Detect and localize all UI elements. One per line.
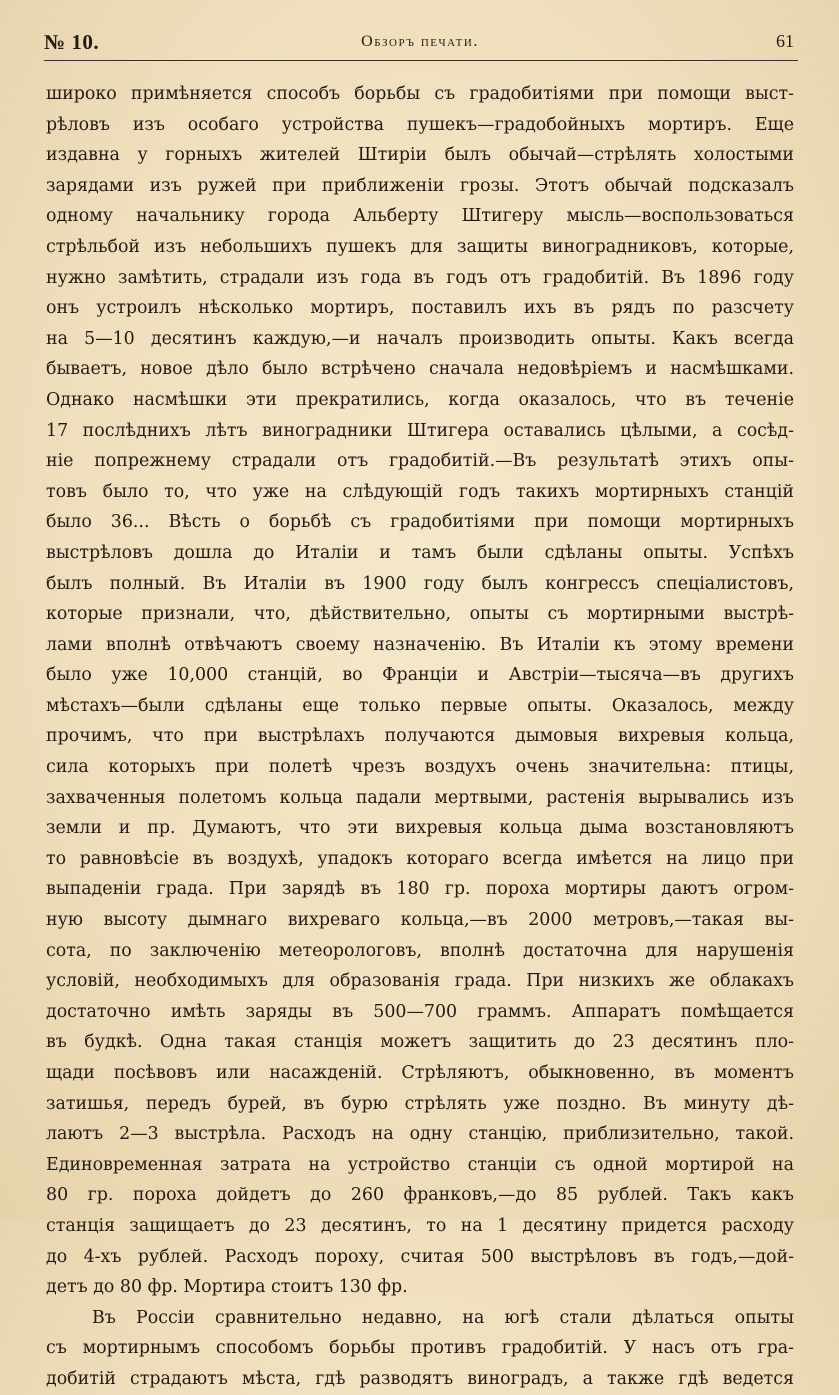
text-line: на 5—10 десятинъ каждую,—и началъ производить опыты. Какъ всегда bbox=[46, 328, 794, 349]
text-line: Единовременная затрата на устройство станціи съ одной мортирой на bbox=[46, 1154, 794, 1175]
page-header bbox=[44, 30, 796, 56]
text-line: въ будкѣ. Одна такая станція можетъ защитить до 23 десятинъ пло- bbox=[46, 1032, 794, 1053]
text-line: было 36... Вѣсть о борьбѣ съ градобитіями при помощи мортирныхъ bbox=[46, 512, 794, 533]
text-line: ніе попрежнему страдали отъ градобитій.—Въ результатѣ этихъ опы- bbox=[46, 451, 794, 472]
text-line: сота, по заключенію метеорологовъ, вполнѣ достаточна для нарушенія bbox=[46, 940, 794, 961]
text-line: щади посѣвовъ или насажденій. Стрѣляютъ, обыкновенно, въ моментъ bbox=[46, 1063, 794, 1083]
text-line: выпаденіи града. При зарядѣ въ 180 гр. пороха мортиры даютъ огром- bbox=[46, 879, 794, 900]
text-line: ную высоту дымнаго вихреваго кольца,—въ 2000 метровъ,—такая вы- bbox=[46, 910, 794, 931]
text-line: стрѣльбой изъ небольшихъ пушекъ для защиты виноградниковъ, которые, bbox=[46, 236, 794, 257]
text-line: лаютъ 2—3 выстрѣла. Расходъ на одну станцію, приблизительно, такой. bbox=[46, 1124, 794, 1145]
text-line: было уже 10,000 станцій, во Франціи и Австріи—тысяча—въ другихъ bbox=[46, 665, 794, 686]
text-line: которые признали, что, дѣйствительно, опыты съ мортирными выстрѣ- bbox=[46, 604, 794, 625]
body-text bbox=[46, 79, 794, 1395]
page-number: 61 bbox=[776, 31, 794, 51]
text-line: 80 гр. пороха дойдетъ до 260 франковъ,—до 85 рублей. Такъ какъ bbox=[46, 1185, 794, 1206]
text-line: условій, необходимыхъ для образованія града. При низкихъ же облакахъ bbox=[46, 971, 794, 992]
text-line: то равновѣсіе въ воздухѣ, упадокъ котораго всегда имѣется на лицо при bbox=[46, 848, 794, 869]
text-line: сила которыхъ при полетѣ чрезъ воздухъ очень значительна: птицы, bbox=[46, 757, 794, 778]
text-line: достаточно имѣть заряды въ 500—700 граммъ. Аппаратъ помѣщается bbox=[46, 1001, 794, 1022]
text-line: выстрѣловъ дошла до Италіи и тамъ были сдѣланы опыты. Успѣхъ bbox=[46, 542, 794, 563]
text-line: Однако насмѣшки эти прекратились, когда оказалось, что въ теченіе bbox=[46, 389, 794, 410]
text-line: добитій страдаютъ мѣста, гдѣ разводятъ виноградъ, а также гдѣ ведется bbox=[46, 1368, 794, 1389]
text-line: мѣстахъ—были сдѣланы еще только первые опыты. Оказалось, между bbox=[46, 695, 794, 716]
text-line: онъ устроилъ нѣсколько мортиръ, поставилъ ихъ въ рядъ по разсчету bbox=[46, 298, 794, 319]
text-line: издавна у горныхъ жителей Штиріи былъ обычай—стрѣлять холостыми bbox=[46, 145, 794, 166]
text-line: нужно замѣтить, страдали изъ года въ годъ отъ градобитій. Въ 1896 году bbox=[46, 267, 794, 288]
text-line: одному начальнику города Альберту Штигеру мысль—воспользоваться bbox=[46, 206, 794, 227]
text-line: съ мортирнымъ способомъ борьбы противъ градобитій. У насъ отъ гра- bbox=[46, 1338, 794, 1359]
text-line: захваченныя полетомъ кольца падали мертвыми, растенія вырывались изъ bbox=[46, 787, 794, 808]
issue-number: № 10. bbox=[44, 30, 100, 54]
text-line: 17 послѣднихъ лѣтъ виноградники Штигера оставались цѣлыми, а сосѣд- bbox=[46, 420, 794, 441]
text-line: товъ было то, что уже на слѣдующій годъ такихъ мортирныхъ станцій bbox=[46, 481, 794, 502]
header-rule bbox=[44, 60, 798, 61]
text-line: бываетъ, новое дѣло было встрѣчено сначала недовѣріемъ и насмѣшками. bbox=[46, 359, 794, 380]
text-line: лами вполнѣ отвѣчаютъ своему назначенію. Въ Италіи къ этому времени bbox=[46, 634, 794, 655]
text-line: рѣловъ изъ особаго устройства пушекъ—градобойныхъ мортиръ. Еще bbox=[46, 114, 794, 135]
text-line: широко примѣняется способъ борьбы съ градобитіями при помощи выст- bbox=[46, 84, 794, 104]
text-line-paragraph-start: Въ Россіи сравнительно недавно, на югѣ стали дѣлаться опыты bbox=[92, 1307, 794, 1328]
text-line: прочимъ, что при выстрѣлахъ получаются дымовыя вихревыя кольца, bbox=[46, 726, 794, 747]
text-line: земли и пр. Думаютъ, что эти вихревыя кольца дыма возстановляютъ bbox=[46, 818, 794, 839]
text-line: станція защищаетъ до 23 десятинъ, то на 1 десятину придется расходу bbox=[46, 1215, 794, 1236]
running-title: Обзоръ печати. bbox=[361, 33, 479, 50]
text-line: былъ полный. Въ Италіи въ 1900 году былъ конгрессъ спеціалистовъ, bbox=[46, 573, 794, 594]
text-line-paragraph-end: детъ до 80 фр. Мортира стоитъ 130 фр. bbox=[46, 1277, 408, 1298]
text-line: затишья, передъ бурей, въ бурю стрѣлять уже поздно. Въ минуту дѣ- bbox=[46, 1093, 794, 1114]
text-line: до 4-хъ рублей. Расходъ пороху, считая 500 выстрѣловъ въ годъ,—дой- bbox=[46, 1246, 794, 1267]
text-line: зарядами изъ ружей при приближеніи грозы. Этотъ обычай подсказалъ bbox=[46, 175, 794, 196]
